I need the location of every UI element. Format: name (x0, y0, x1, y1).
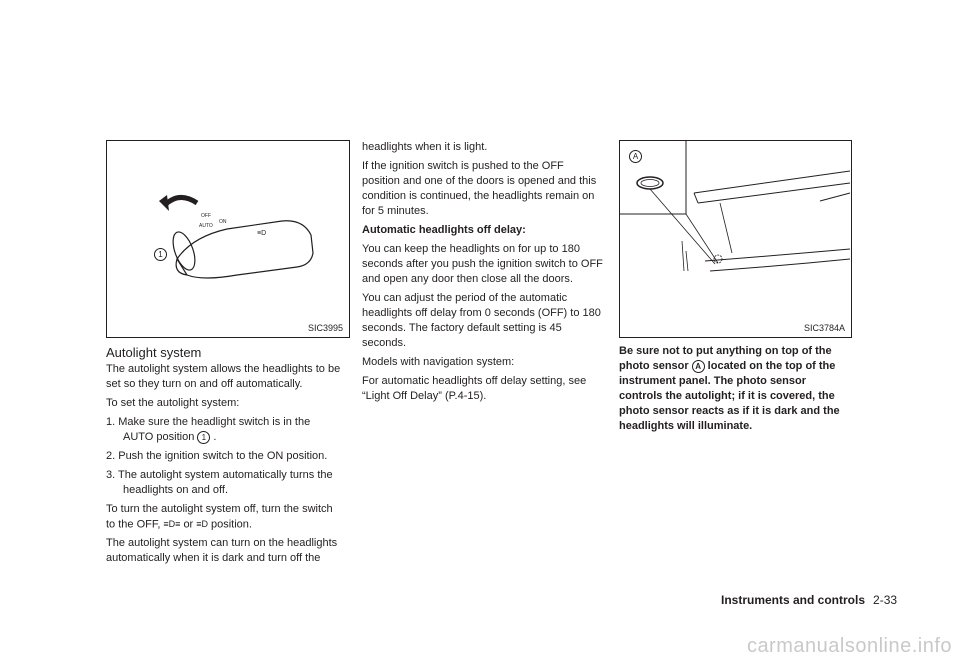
column-2 (362, 140, 604, 404)
stalk-label-off: OFF (201, 213, 211, 219)
figure-photo-sensor (619, 140, 852, 338)
step-3-cont: headlights on and off. (123, 484, 228, 496)
paragraph-cont: to the OFF, ≡D≡ or ≡D position. (106, 518, 252, 531)
footer-section: Instruments and controls (721, 593, 866, 607)
figure-headlight-switch (106, 140, 350, 338)
paragraph: To set the autolight system: (106, 397, 240, 409)
svg-text:ON: ON (219, 219, 227, 225)
paragraph: headlights when it is light. (362, 141, 488, 153)
callout-a-ref: A (692, 360, 705, 373)
step-2: 2. Push the ignition switch to the ON position. (106, 450, 328, 462)
callout-1-ref: 1 (197, 431, 210, 444)
paragraph: To turn the autolight system off, turn the switch (106, 503, 333, 515)
parking-light-icon: ≡D≡ (163, 519, 181, 529)
paragraph: Models with navigation system: (362, 356, 515, 368)
callout-a: A (626, 149, 645, 163)
paragraph: The autolight system allows the headlights to be set so they turn on and off automatically. (106, 363, 341, 390)
photo-sensor-illustration (620, 141, 851, 337)
column-1 (106, 362, 348, 566)
paragraph: For automatic headlights off delay setting, see “Light Off Delay” (P.4-15). (362, 375, 587, 402)
paragraph: You can adjust the period of the automatic headlights off delay from 0 seconds (OFF) to 180 seconds. The factory default setting is 45 seconds. (362, 292, 601, 349)
headlight-switch-illustration (107, 141, 349, 337)
paragraph: If the ignition switch is pushed to the OFF position and one of the doors is opened and this condition is continued, the headlights remain on for 5 minutes. (362, 160, 597, 217)
watermark[interactable]: carmanualsonline.info (746, 635, 952, 657)
step-1-cont: AUTO position 1 . (123, 431, 217, 443)
paragraph: The autolight system can turn on the headlights automatically when it is dark and turn off the (106, 537, 338, 565)
page-footer (721, 593, 897, 607)
callout-1: 1 (151, 247, 170, 261)
section-title: Autolight system (106, 345, 202, 360)
page-number: 2-33 (873, 593, 898, 607)
headlight-icon: ≡D (196, 519, 208, 529)
warning-text: Be sure not to put anything on top of the photo sensor A located on the top of the instrument panel. The photo sensor controls the autolight; if it is covered, the photo sensor reacts as if it is dark and the headlights will illuminate. (619, 345, 840, 432)
subheading: Automatic headlights off delay: (362, 224, 526, 236)
stalk-label-auto: AUTO (199, 223, 213, 229)
figure-code: SIC3784A (803, 323, 845, 333)
svg-text:≡D: ≡D (257, 230, 267, 237)
step-3: 3. The autolight system automatically turns the (106, 469, 333, 481)
paragraph: You can keep the headlights on for up to 180 seconds after you push the ignition switch to OFF and open any door then close all the doors. (362, 243, 603, 285)
figure-code: SIC3995 (307, 323, 343, 333)
step-1: 1. Make sure the headlight switch is in the (106, 416, 311, 428)
